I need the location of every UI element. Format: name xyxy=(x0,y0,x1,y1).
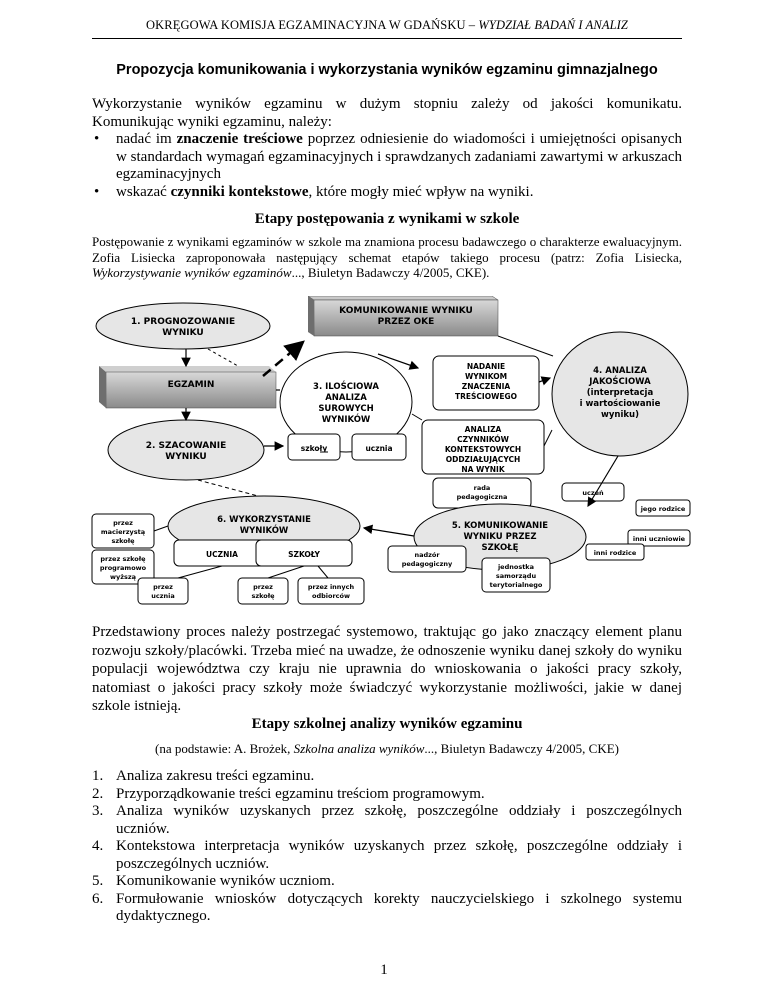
box-przez-ucznia xyxy=(138,578,188,604)
svg-text:JAKOŚCIOWA: JAKOŚCIOWA xyxy=(589,377,651,387)
svg-text:4. ANALIZA: 4. ANALIZA xyxy=(593,366,647,376)
svg-text:ucznia: ucznia xyxy=(151,592,175,600)
svg-text:rada: rada xyxy=(473,484,491,492)
svg-text:6. WYKORZYSTANIE: 6. WYKORZYSTANIE xyxy=(217,515,311,525)
header-org: OKRĘGOWA KOMISJA EGZAMINACYJNA W GDAŃSKU xyxy=(146,18,466,32)
svg-text:wyniku): wyniku) xyxy=(601,410,639,420)
svg-text:jednostka: jednostka xyxy=(497,563,535,571)
list-item: 5. Komunikowanie wyników uczniom. xyxy=(92,873,335,889)
box-szkoly-caps xyxy=(256,540,352,566)
box-szkoly-small xyxy=(288,434,340,460)
box-przez-szkole xyxy=(238,578,288,604)
ellipse-szacowanie xyxy=(108,420,264,480)
svg-text:pedagogiczny: pedagogiczny xyxy=(401,560,453,568)
svg-text:ODDZIAŁUJĄCYCH: ODDZIAŁUJĄCYCH xyxy=(445,455,521,464)
svg-text:SUROWYCH: SUROWYCH xyxy=(318,404,374,414)
svg-text:ANALIZA: ANALIZA xyxy=(464,425,502,434)
intro-paragraph: Wykorzystanie wyników egzaminu w dużym stopniu zależy od jakości komunikatu. Komunikując wyniki egzaminu, należy: xyxy=(92,96,682,130)
svg-text:ANALIZA: ANALIZA xyxy=(325,393,367,403)
svg-text:przez innych: przez innych xyxy=(307,583,355,591)
list-item: 3. Analiza wyników uzyskanych przez szkołę, poszczególne oddziały i poszczególnych uczniów. xyxy=(92,803,682,837)
svg-text:KONTEKSTOWYCH: KONTEKSTOWYCH xyxy=(444,445,522,454)
svg-text:WYNIKU: WYNIKU xyxy=(165,452,207,462)
svg-text:przez: przez xyxy=(153,583,173,591)
svg-text:TREŚCIOWEGO: TREŚCIOWEGO xyxy=(454,392,518,401)
intro-bullet-2: • wskazać czynniki kontekstowe, które mogły mieć wpływ na wyniki. xyxy=(94,183,534,200)
ellipse-prognozowanie xyxy=(96,303,270,349)
svg-text:2. SZACOWANIE: 2. SZACOWANIE xyxy=(145,441,227,451)
svg-text:1. PROGNOZOWANIE: 1. PROGNOZOWANIE xyxy=(130,317,236,327)
svg-text:ucznia: ucznia xyxy=(365,444,393,453)
svg-text:NADANIE: NADANIE xyxy=(466,362,506,371)
bullet-icon: • xyxy=(94,131,100,147)
header-dash: – xyxy=(465,18,479,32)
list-item: 1. Analiza zakresu treści egzaminu. xyxy=(92,768,315,784)
svg-text:odbiorców: odbiorców xyxy=(312,592,350,600)
process-diagram xyxy=(88,296,692,616)
svg-text:5. KOMUNIKOWANIE: 5. KOMUNIKOWANIE xyxy=(451,521,549,531)
ellipse-jakosciowa xyxy=(552,332,688,456)
box-rada-pedagogiczna xyxy=(433,478,531,508)
bold-phrase: czynniki kontekstowe xyxy=(170,183,309,200)
svg-text:jego rodzice: jego rodzice xyxy=(640,505,686,513)
svg-text:WYNIKÓW: WYNIKÓW xyxy=(321,415,371,425)
box-komunikowanie-oke xyxy=(308,296,498,336)
svg-text:samorządu: samorządu xyxy=(495,572,537,580)
steps-list xyxy=(92,768,682,926)
bold-phrase: znaczenie treściowe xyxy=(176,131,303,147)
svg-text:inni rodzice: inni rodzice xyxy=(593,549,637,557)
svg-text:ZNACZENIA: ZNACZENIA xyxy=(461,382,511,391)
box-przez-innych xyxy=(298,578,364,604)
svg-text:3. ILOŚCIOWA: 3. ILOŚCIOWA xyxy=(313,382,379,392)
italic-title: Szkolna analiza wyników xyxy=(293,741,425,756)
svg-text:WYNIKU PRZEZ: WYNIKU PRZEZ xyxy=(463,532,537,542)
svg-text:WYNIKU: WYNIKU xyxy=(162,328,204,338)
box-egzamin xyxy=(99,366,276,408)
svg-text:WYNIKÓW: WYNIKÓW xyxy=(239,526,289,536)
svg-text:szkoły: szkoły xyxy=(300,444,328,453)
svg-text:przez szkołę: przez szkołę xyxy=(100,555,146,563)
svg-text:wyższą: wyższą xyxy=(109,573,137,581)
intro-bullet-list xyxy=(92,131,682,201)
svg-text:przez: przez xyxy=(253,583,273,591)
source-citation: (na podstawie: A. Brożek, Szkolna analiza wyników..., Biuletyn Badawczy 4/2005, CKE) xyxy=(155,741,619,756)
svg-text:CZYNNIKÓW: CZYNNIKÓW xyxy=(457,435,509,444)
svg-text:szkołę: szkołę xyxy=(251,592,275,600)
label: KOMUNIKOWANIE WYNIKU xyxy=(339,306,473,316)
svg-text:przez: przez xyxy=(113,519,133,527)
box-nadzor xyxy=(388,546,466,572)
box-analiza-czynnikow xyxy=(422,420,544,474)
intro-section xyxy=(92,96,682,201)
svg-text:UCZNIA: UCZNIA xyxy=(206,550,238,559)
svg-text:szkołę: szkołę xyxy=(111,537,135,545)
list-item: 4. Kontekstowa interpretacja wyników uzyskanych przez szkołę, poszczególne oddziały i poszczególnych uczniów. xyxy=(92,838,682,872)
section1-paragraph: Postępowanie z wynikami egzaminów w szkole ma znamiona procesu badawczego o charakterze ewaluacyjnym. Zofia Lisiecka zaproponowała następujący schemat etapów takiego procesu (patrz: Zofia Lisiecka, Wykorzystywanie wyników egzaminów..., Biuletyn Badawczy 4/2005, CKE). xyxy=(92,234,682,280)
svg-text:EGZAMIN: EGZAMIN xyxy=(167,380,215,390)
box-przez-macierzysta xyxy=(92,514,154,548)
list-item: 2. Przyporządkowanie treści egzaminu treściom programowym. xyxy=(92,785,485,802)
section-heading-etapy-analizy: Etapy szkolnej analizy wyników egzaminu xyxy=(251,716,523,732)
list-item: 6. Formułowanie wniosków dotyczących korekty nauczycielskiego i szkolnego systemu dydaktycznego. xyxy=(92,890,682,924)
svg-text:i wartościowanie: i wartościowanie xyxy=(579,399,661,409)
svg-text:terytorialnego: terytorialnego xyxy=(489,581,543,589)
page-title: Propozycja komunikowania i wykorzystania wyników egzaminu gimnazjalnego xyxy=(116,62,658,78)
svg-text:uczeń: uczeń xyxy=(582,489,604,497)
box-jednostka xyxy=(482,558,550,592)
svg-text:SZKOŁY: SZKOŁY xyxy=(288,550,320,559)
italic-title: Wykorzystywanie wyników egzaminów xyxy=(92,265,292,280)
header-rule xyxy=(92,38,682,39)
header-dept: WYDZIAŁ BADAŃ I ANALIZ xyxy=(478,18,628,32)
bullet-icon: • xyxy=(94,183,100,200)
svg-text:macierzystą: macierzystą xyxy=(100,528,146,536)
svg-text:pedagogiczna: pedagogiczna xyxy=(456,493,508,501)
box-nadanie xyxy=(433,356,539,410)
svg-text:nadzór: nadzór xyxy=(414,551,440,559)
svg-text:inni uczniowie: inni uczniowie xyxy=(632,535,686,543)
body-paragraph: Przedstawiony proces należy postrzegać systemowo, traktując go jako znaczący element planu rozwoju szkoły/placówki. Trzeba mieć na uwadze, że odnoszenie wyniku danej szkoły do wyniku populacji województwa czy kraju nie uprawnia do wnioskowania o jakości pracy szkoły, natomiast o jakości pracy szkoły może świadczyć wykorzystanie możliwości, jakie w danej szkole istnieją. xyxy=(92,624,682,714)
svg-text:PRZEZ OKE: PRZEZ OKE xyxy=(377,317,435,327)
box-ucznia-small xyxy=(352,434,406,460)
svg-text:SZKOŁĘ: SZKOŁĘ xyxy=(481,543,519,553)
page-header xyxy=(92,18,682,33)
page-number: 1 xyxy=(380,962,388,978)
svg-text:programowo: programowo xyxy=(99,564,147,572)
svg-text:NA WYNIK: NA WYNIK xyxy=(461,465,505,474)
box-inni-rodzice xyxy=(586,544,644,560)
intro-bullet-1: • nadać im znaczenie treściowe poprzez odniesienie do wiadomości i umiejętności opisanych w standardach wymagań egzaminacyjnych i sprawdzanych zadaniami zawartymi w arkuszach egzaminacyjnych xyxy=(94,131,683,182)
box-jego-rodzice xyxy=(636,500,690,516)
section-heading-etapy-postepowania: Etapy postępowania z wynikami w szkole xyxy=(254,211,520,227)
svg-text:WYNIKOM: WYNIKOM xyxy=(464,372,508,381)
svg-text:(interpretacja: (interpretacja xyxy=(586,388,654,398)
